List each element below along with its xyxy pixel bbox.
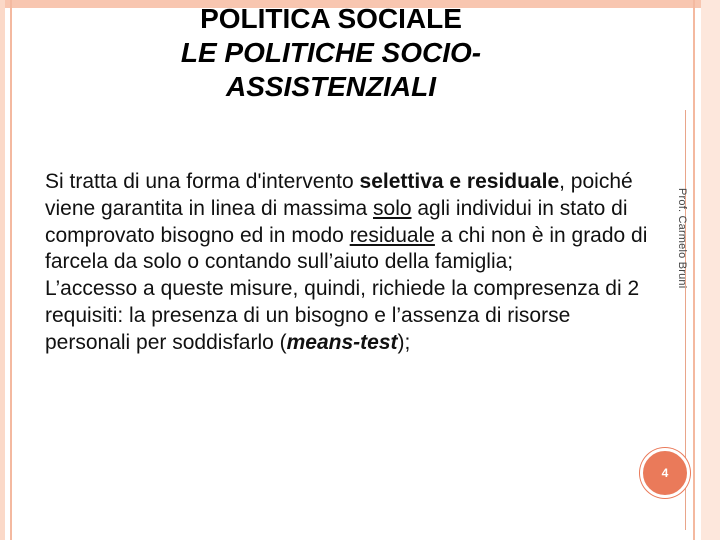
decorative-border-left [0, 0, 5, 540]
p2-text-1: L’accesso a queste misure, quindi, richiede la compresenza di 2 requisiti: la presenza di un bisogno e l’assenza di risorse personali per soddisfarlo ( [45, 277, 640, 354]
p1-text-3: agli individui in stato di comprovato bisogno ed in modo [45, 196, 628, 247]
p2-means-test: means-test [286, 330, 398, 354]
p1-underline-residuale: residuale [349, 223, 435, 247]
decorative-border-right [701, 0, 720, 540]
slide-title [110, 2, 552, 104]
p2-text-2: ); [397, 330, 411, 354]
title-subtitle: LE POLITICHE SOCIO-ASSISTENZIALI [180, 37, 482, 102]
title-main: POLITICA SOCIALE [200, 3, 462, 34]
p1-bold-selettiva: selettiva e residuale [359, 170, 560, 193]
paragraph-2 [45, 276, 660, 356]
decorative-line-right [693, 0, 695, 540]
page-number-badge: 4 [640, 448, 690, 498]
p1-text-1: Si tratta di una forma d'intervento [45, 170, 360, 193]
decorative-line-left [10, 0, 12, 540]
slide-body [45, 169, 660, 357]
p1-underline-solo: solo [373, 196, 412, 220]
p1-text-4: a chi non è in grado di farcela da solo o contando sull’aiuto della famiglia; [45, 223, 648, 274]
author-credit: Prof. Carmelo Bruni [676, 188, 688, 289]
p1-text-2: , poiché viene garantita in linea di massima [45, 170, 633, 220]
paragraph-1 [45, 169, 660, 276]
